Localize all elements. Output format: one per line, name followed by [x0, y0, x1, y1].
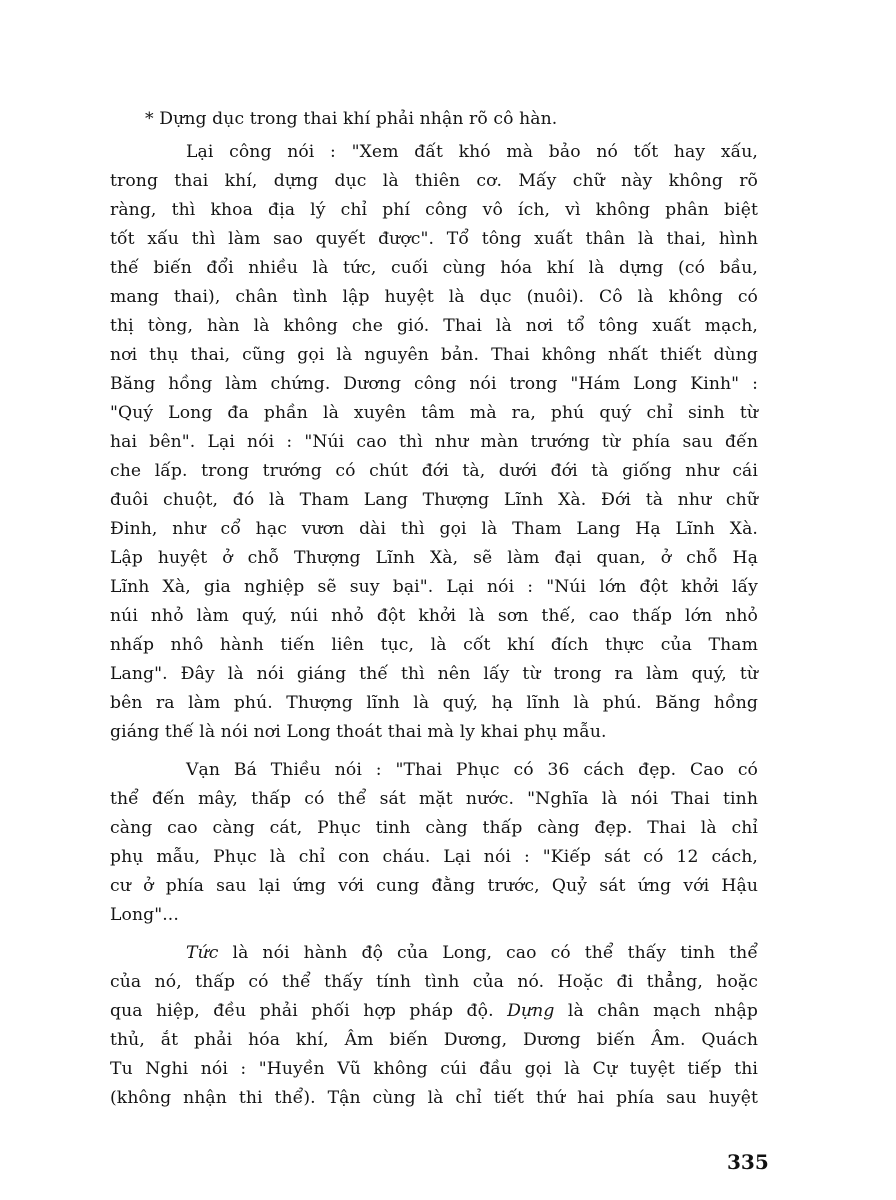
section-heading — [110, 104, 758, 138]
text-line: "Quý Long đa phần là xuyên tâm mà ra, phú quý chỉ sinh từ — [110, 403, 758, 423]
italic-term-tuc: Tức — [186, 943, 219, 963]
text-line: (không nhận thi thể). Tận cùng là chỉ tiết thứ hai phía sau huyệt — [110, 1088, 758, 1108]
text-line: núi nhỏ làm quý, núi nhỏ đột khởi là sơn thế, cao thấp lớn nhỏ — [110, 606, 758, 626]
paragraph-2 — [110, 756, 758, 930]
text-line: Băng hồng làm chứng. Dương công nói trong "Hám Long Kinh" : — [110, 374, 758, 394]
text-line: của nó, thấp có thể thấy tính tình của nó. Hoặc đi thẳng, hoặc — [110, 972, 758, 992]
text-line: Lập huyệt ở chỗ Thượng Lĩnh Xà, sẽ làm đại quan, ở chỗ Hạ — [110, 548, 758, 568]
text-line: Lĩnh Xà, gia nghiệp sẽ suy bại". Lại nói : "Núi lớn đột khởi lấy — [110, 577, 758, 597]
text-line: trong thai khí, dựng dục là thiên cơ. Mấy chữ này không rõ — [110, 171, 758, 191]
italic-term-dung: Dựng — [507, 1001, 555, 1021]
text-line: thủ, ắt phải hóa khí, Âm biến Dương, Dương biến Âm. Quách — [110, 1030, 758, 1050]
text-line: Lang". Đây là nói giáng thế thì nên lấy từ trong ra làm quý, từ — [110, 664, 758, 684]
text-line: thế biến đổi nhiều là tức, cuối cùng hóa khí là dựng (có bầu, — [110, 258, 758, 278]
text-line: che lấp. trong trướng có chút đới tà, dưới đới tà giống như cái — [110, 461, 758, 481]
text-run: là chân mạch nhập — [554, 1001, 758, 1021]
text-line: Đinh, như cổ hạc vươn dài thì gọi là Tham Lang Hạ Lĩnh Xà. — [110, 519, 758, 539]
text-line: Vạn Bá Thiều nói : "Thai Phục có 36 cách đẹp. Cao có — [186, 760, 758, 780]
page-text-block — [110, 104, 758, 1113]
text-line: phụ mẫu, Phục là chỉ con cháu. Lại nói : "Kiếp sát có 12 cách, — [110, 847, 758, 867]
text-line: tốt xấu thì làm sao quyết được". Tổ tông xuất thân là thai, hình — [110, 229, 758, 249]
bullet-asterisk: * — [145, 109, 154, 129]
text-line: càng cao càng cát, Phục tinh càng thấp càng đẹp. Thai là chỉ — [110, 818, 758, 838]
paragraph-gap — [110, 747, 758, 756]
page-number: 335 — [727, 1150, 769, 1174]
text-line: Lại công nói : "Xem đất khó mà bảo nó tốt hay xấu, — [186, 142, 758, 162]
text-line: thị tòng, hàn là không che gió. Thai là nơi tổ tông xuất mạch, — [110, 316, 758, 336]
text-line — [110, 939, 758, 968]
text-line: thể đến mây, thấp có thể sát mặt nước. "Nghĩa là nói Thai tinh — [110, 789, 758, 809]
text-line: nơi thụ thai, cũng gọi là nguyên bản. Thai không nhất thiết dùng — [110, 345, 758, 365]
text-line: Tu Nghi nói : "Huyền Vũ không cúi đầu gọi là Cự tuyệt tiếp thi — [110, 1059, 758, 1079]
text-line — [110, 997, 758, 1026]
paragraph-gap — [110, 930, 758, 939]
paragraph-1 — [110, 138, 758, 747]
text-line: bên ra làm phú. Thượng lĩnh là quý, hạ lĩnh là phú. Băng hồng — [110, 693, 758, 713]
text-line: đuôi chuột, đó là Tham Lang Thượng Lĩnh Xà. Đới tà như chữ — [110, 490, 758, 510]
text-line: nhấp nhô hành tiến liên tục, là cốt khí đích thực của Tham — [110, 635, 758, 655]
text-line: hai bên". Lại nói : "Núi cao thì như màn trướng từ phía sau đến — [110, 432, 758, 452]
text-run: qua hiệp, đều phải phối hợp pháp độ. — [110, 1001, 508, 1021]
text-line: mang thai), chân tình lập huyệt là dục (nuôi). Cô là không có — [110, 287, 758, 307]
heading-text: Dựng dục trong thai khí phải nhận rõ cô hàn. — [159, 109, 558, 129]
text-run: là nói hành độ của Long, cao có thể thấy tinh thể — [218, 943, 758, 963]
text-line: Long"... — [110, 905, 179, 925]
text-line: ràng, thì khoa địa lý chỉ phí công vô ích, vì không phân biệt — [110, 200, 758, 220]
text-line: cư ở phía sau lại ứng với cung đằng trước, Quỷ sát ứng với Hậu — [110, 876, 758, 896]
paragraph-3 — [110, 939, 758, 1113]
text-line: giáng thế là nói nơi Long thoát thai mà ly khai phụ mẫu. — [110, 722, 607, 742]
